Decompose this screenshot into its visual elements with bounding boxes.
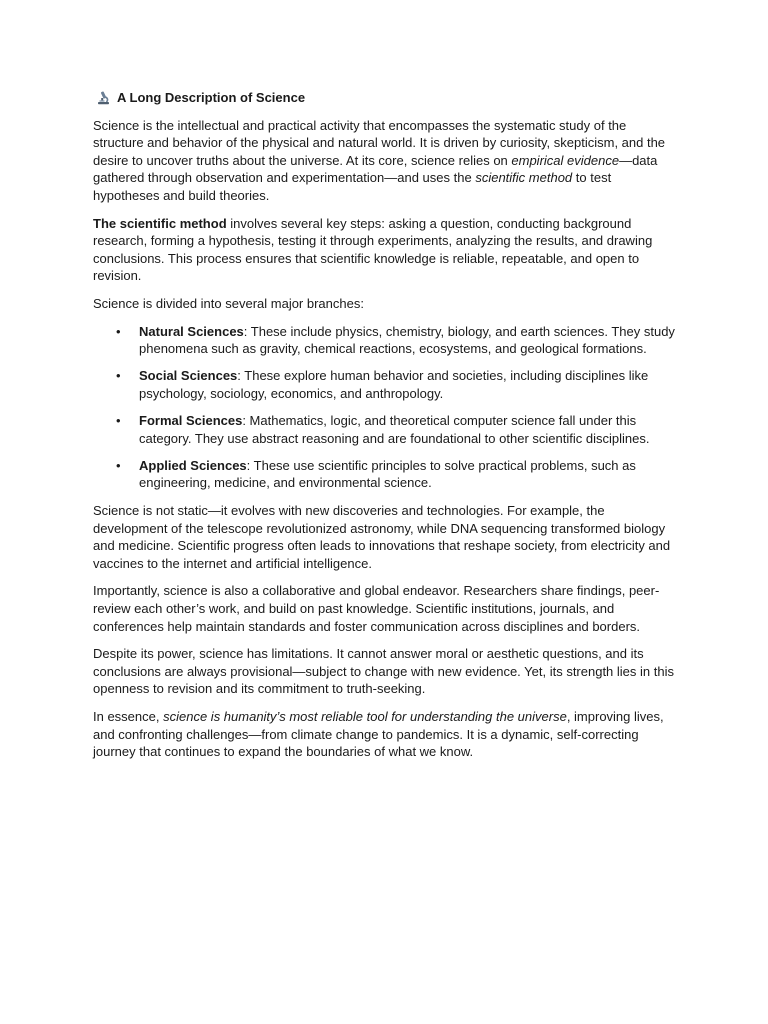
conclusion-paragraph xyxy=(93,708,678,761)
branch-description: : These explore human behavior and societies, including disciplines like psychology, sociology, economics, and anthropology. xyxy=(139,368,649,401)
limitations-paragraph: Despite its power, science has limitations. It cannot answer moral or aesthetic questions, and its conclusions are always provisional—subject to change with new evidence. Yet, its strength lies in this openness to revision and its commitment to truth-seeking. xyxy=(93,646,674,697)
bullet-icon: • xyxy=(116,413,121,429)
bullet-icon: • xyxy=(116,457,121,473)
document-heading xyxy=(93,89,678,107)
intro-text-3: to test hypotheses and build theories. xyxy=(93,170,612,203)
collaboration-paragraph: Importantly, science is also a collaborative and global endeavor. Researchers share findings, peer-review each other’s work, and build on past knowledge. Scientific institutions, journals, and conferences help maintain standards and foster communication across disciplines and borders. xyxy=(93,583,660,634)
branches-list xyxy=(93,323,678,493)
conclusion-text-1: In essence, xyxy=(93,709,164,724)
method-bold-lead: The scientific method xyxy=(93,215,227,231)
list-item xyxy=(116,457,678,492)
intro-emphasis-empirical: empirical evidence xyxy=(511,152,620,168)
evolution-paragraph: Science is not static—it evolves with new discoveries and technologies. For example, the development of the telescope revolutionized astronomy, while DNA sequencing transformed biology and medicine. Scientific progress often leads to innovations that reshape society, from electricity and vaccines to the internet and artificial intelligence. xyxy=(93,503,671,571)
conclusion-text-2: , improving lives, and confronting challenges—from climate change to pandemics. It is a dynamic, self-correcting journey that continues to expand the boundaries of what we know. xyxy=(93,709,664,760)
intro-paragraph xyxy=(93,117,678,205)
list-item xyxy=(116,367,678,402)
intro-text-2: —data gathered through observation and experimentation—and uses the xyxy=(93,152,658,186)
branch-description: : These include physics, chemistry, biology, and earth sciences. They study phenomena such as gravity, chemical reactions, ecosystems, and geological formations. xyxy=(139,323,675,357)
list-item xyxy=(116,412,678,447)
method-text: involves several key steps: asking a question, conducting background research, forming a hypothesis, testing it through experiments, analyzing the results, and drawing conclusions. This process ensures that scientific knowledge is reliable, repeatable, and open to revision. xyxy=(93,215,653,284)
branch-name: Applied Sciences xyxy=(139,457,247,473)
document-body xyxy=(93,89,678,771)
branch-name: Natural Sciences xyxy=(139,323,244,339)
intro-text-1: Science is the intellectual and practical activity that encompasses the systematic study of the structure and behavior of the physical and natural world. It is driven by curiosity, skepticism, and the desire to uncover truths about the universe. At its core, science relies on xyxy=(93,117,666,168)
branches-intro: Science is divided into several major branches: xyxy=(93,295,364,311)
branch-description: : Mathematics, logic, and theoretical computer science fall under this category. They use abstract reasoning and are foundational to other scientific disciplines. xyxy=(139,413,650,446)
branch-name: Formal Sciences xyxy=(139,413,243,429)
branch-name: Social Sciences xyxy=(139,368,238,384)
bullet-icon: • xyxy=(116,323,121,339)
branch-description: : These use scientific principles to solve practical problems, such as engineering, medicine, and environmental science. xyxy=(139,457,636,491)
bullet-icon: • xyxy=(116,368,121,384)
microscope-icon xyxy=(95,91,111,105)
document-title: A Long Description of Science xyxy=(117,90,306,105)
method-paragraph xyxy=(93,215,678,285)
intro-emphasis-method: scientific method xyxy=(475,170,573,186)
conclusion-emphasis: science is humanity’s most reliable tool for understanding the universe xyxy=(163,709,567,724)
list-item xyxy=(116,323,678,358)
